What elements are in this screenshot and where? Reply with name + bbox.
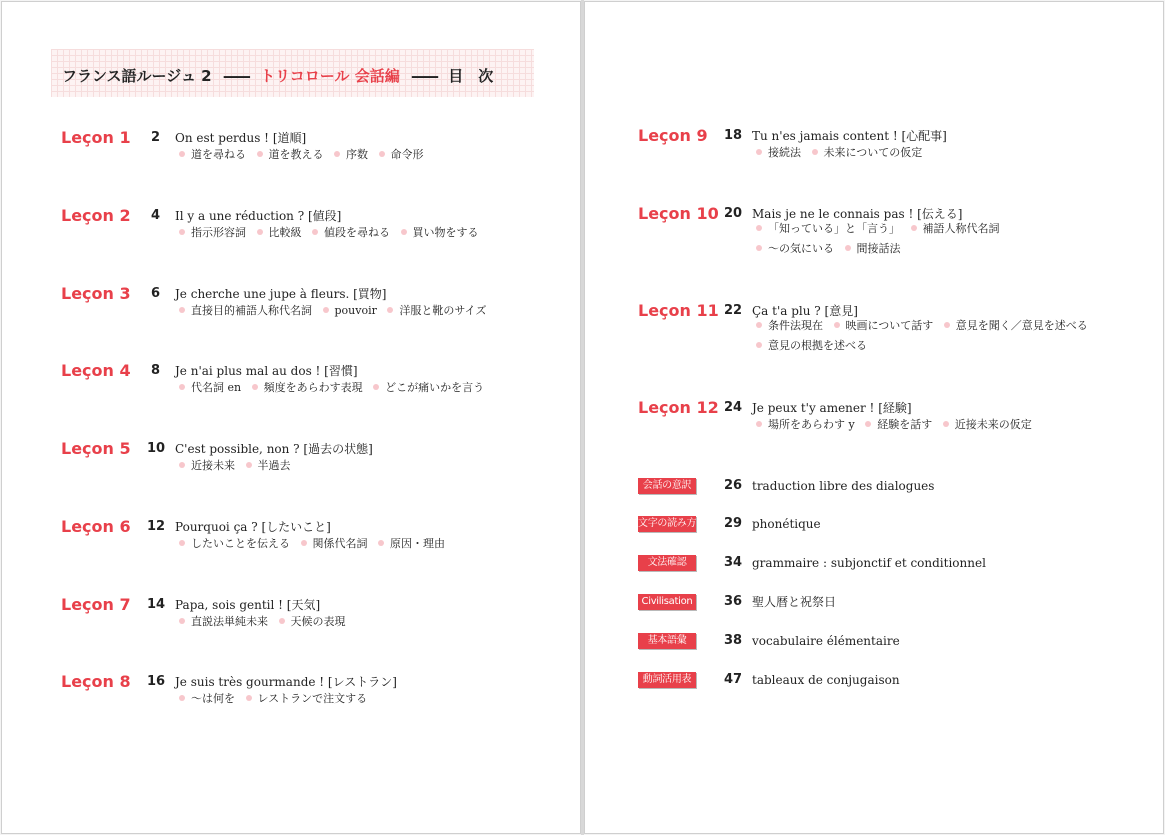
lesson-label: Leçon 1 bbox=[61, 128, 131, 147]
bullet-dot-icon bbox=[756, 421, 762, 427]
bullet-dot-icon bbox=[179, 229, 185, 235]
lesson-label: Leçon 2 bbox=[61, 206, 131, 225]
lesson-page-number: 18 bbox=[724, 128, 743, 143]
bullet-dot-icon bbox=[179, 384, 185, 390]
topic-text: 〜は何を bbox=[191, 692, 235, 705]
appendix-title: phonétique bbox=[752, 517, 821, 531]
bullet-dot-icon bbox=[179, 618, 185, 624]
lesson-label: Leçon 12 bbox=[638, 398, 719, 417]
lesson-title: Je suis très gourmande ! [レストラン] bbox=[175, 675, 397, 689]
topic-text: どこが痛いかを言う bbox=[385, 381, 485, 394]
lesson-title: Je peux t'y amener ! [経験] bbox=[752, 401, 912, 415]
topic-item bbox=[312, 223, 390, 243]
topic-text: 値段を尋ねる bbox=[324, 226, 390, 239]
appendix-page-number: 29 bbox=[724, 516, 743, 531]
lesson-page-number: 12 bbox=[147, 519, 166, 534]
bullet-dot-icon bbox=[323, 307, 329, 313]
topic-item bbox=[246, 456, 291, 476]
bullet-dot-icon bbox=[834, 322, 840, 328]
bullet-dot-icon bbox=[246, 462, 252, 468]
bullet-dot-icon bbox=[812, 149, 818, 155]
topic-text: 間接話法 bbox=[856, 242, 901, 255]
topic-item bbox=[179, 612, 268, 632]
lesson-label: Leçon 8 bbox=[61, 672, 131, 691]
header-subtitle: トリコロール 会話編 bbox=[260, 67, 400, 85]
appendix-page-number: 36 bbox=[724, 594, 743, 609]
topic-text: 半過去 bbox=[257, 459, 291, 472]
bullet-dot-icon bbox=[845, 245, 851, 251]
topic-text: 関係代名詞 bbox=[312, 537, 368, 550]
topic-text: 未来についての仮定 bbox=[823, 146, 923, 159]
left-page bbox=[1, 1, 581, 834]
lesson-title: Tu n'es jamais content ! [心配事] bbox=[752, 129, 947, 143]
topic-text: 意見を聞く／意見を述べる bbox=[955, 319, 1088, 332]
topic-item bbox=[179, 223, 246, 243]
bullet-dot-icon bbox=[756, 322, 762, 328]
topic-item bbox=[379, 145, 424, 165]
lesson-title: On est perdus ! [道順] bbox=[175, 131, 307, 145]
lesson-topics bbox=[179, 456, 298, 476]
topic-text: 意見の根拠を述べる bbox=[768, 339, 867, 352]
lesson-topics bbox=[179, 378, 491, 398]
topic-item bbox=[279, 612, 346, 632]
bullet-dot-icon bbox=[279, 618, 285, 624]
topic-text: 代名詞 en bbox=[191, 381, 242, 394]
bullet-dot-icon bbox=[943, 421, 949, 427]
lesson-topics bbox=[179, 689, 374, 709]
topic-text: 映画について話す bbox=[845, 319, 934, 332]
topic-item bbox=[179, 145, 246, 165]
topic-item bbox=[845, 239, 901, 259]
bullet-dot-icon bbox=[246, 695, 252, 701]
topic-item bbox=[179, 689, 235, 709]
appendix-title: vocabulaire élémentaire bbox=[752, 634, 900, 648]
appendix-title: traduction libre des dialogues bbox=[752, 479, 935, 493]
lesson-page-number: 6 bbox=[151, 286, 161, 301]
header-dash-2: —— bbox=[410, 67, 437, 85]
bullet-dot-icon bbox=[379, 151, 385, 157]
lesson-title: Ça t'a plu ? [意見] bbox=[752, 304, 858, 318]
topic-item bbox=[756, 336, 867, 356]
bullet-dot-icon bbox=[179, 462, 185, 468]
lesson-label: Leçon 3 bbox=[61, 284, 131, 303]
topic-item bbox=[944, 316, 1088, 336]
lesson-label: Leçon 9 bbox=[638, 126, 708, 145]
lesson-topics-line-2 bbox=[756, 336, 874, 356]
bullet-dot-icon bbox=[944, 322, 950, 328]
topic-item bbox=[401, 223, 479, 243]
lesson-title: Il y a une réduction ? [値段] bbox=[175, 209, 342, 223]
topic-text: 比較級 bbox=[268, 226, 302, 239]
lesson-title: Je n'ai plus mal au dos ! [習慣] bbox=[175, 364, 358, 378]
topic-text: 序数 bbox=[346, 148, 368, 161]
bullet-dot-icon bbox=[179, 151, 185, 157]
topic-text: レストランで注文する bbox=[257, 692, 368, 705]
topic-text: 道を尋ねる bbox=[191, 148, 246, 161]
topic-text: 原因・理由 bbox=[390, 537, 445, 550]
bullet-dot-icon bbox=[865, 421, 871, 427]
bullet-dot-icon bbox=[257, 151, 263, 157]
bullet-dot-icon bbox=[179, 695, 185, 701]
lesson-page-number: 8 bbox=[151, 363, 161, 378]
topic-item bbox=[179, 378, 241, 398]
lesson-title: C'est possible, non ? [過去の状態] bbox=[175, 442, 373, 456]
topic-text: 指示形容詞 bbox=[191, 226, 246, 239]
bullet-dot-icon bbox=[373, 384, 379, 390]
bullet-dot-icon bbox=[401, 229, 407, 235]
topic-item bbox=[301, 534, 368, 554]
lesson-topics bbox=[179, 223, 486, 243]
topic-item bbox=[378, 534, 445, 554]
topic-text: 直説法単純未来 bbox=[191, 615, 268, 628]
topic-text: 〜の気にいる bbox=[768, 242, 834, 255]
topic-item bbox=[943, 415, 1032, 435]
contents-header bbox=[51, 49, 534, 97]
lesson-topics bbox=[756, 219, 1007, 239]
lesson-title: Mais je ne le connais pas ! [伝える] bbox=[752, 207, 963, 221]
appendix-badge: 基本語彙 bbox=[638, 633, 696, 649]
topic-item bbox=[756, 219, 900, 239]
topic-item bbox=[911, 219, 1000, 239]
bullet-dot-icon bbox=[179, 540, 185, 546]
appendix-title: grammaire : subjonctif et conditionnel bbox=[752, 556, 986, 570]
appendix-page-number: 47 bbox=[724, 672, 743, 687]
lesson-topics-line-2 bbox=[756, 239, 908, 259]
appendix-title: 聖人暦と祝祭日 bbox=[752, 595, 837, 609]
topic-item bbox=[323, 301, 377, 321]
lesson-topics bbox=[756, 316, 1095, 336]
topic-text: 接続法 bbox=[768, 146, 801, 159]
topic-item bbox=[756, 415, 855, 435]
topic-item bbox=[179, 534, 290, 554]
appendix-title: tableaux de conjugaison bbox=[752, 673, 900, 687]
topic-text: 条件法現在 bbox=[768, 319, 823, 332]
topic-text: したいことを伝える bbox=[191, 537, 290, 550]
topic-text: 「知っている」と「言う」 bbox=[768, 222, 900, 235]
lesson-title: Je cherche une jupe à fleurs. [買物] bbox=[175, 287, 387, 301]
topic-item bbox=[373, 378, 484, 398]
bullet-dot-icon bbox=[378, 540, 384, 546]
topic-item bbox=[756, 143, 801, 163]
bullet-dot-icon bbox=[312, 229, 318, 235]
lesson-title: Papa, sois gentil ! [天気] bbox=[175, 598, 321, 612]
topic-item bbox=[179, 456, 235, 476]
topic-item bbox=[756, 239, 834, 259]
bullet-dot-icon bbox=[257, 229, 263, 235]
topic-text: 近接未来 bbox=[191, 459, 235, 472]
topic-text: 買い物をする bbox=[412, 226, 479, 239]
topic-item bbox=[865, 415, 932, 435]
appendix-badge: 文字の読み方 bbox=[638, 516, 696, 532]
topic-item bbox=[252, 378, 363, 398]
lesson-topics bbox=[179, 534, 452, 554]
topic-item bbox=[257, 145, 324, 165]
lesson-page-number: 22 bbox=[724, 303, 743, 318]
lesson-topics bbox=[179, 301, 494, 321]
lesson-page-number: 14 bbox=[147, 597, 166, 612]
lesson-page-number: 20 bbox=[724, 206, 743, 221]
topic-text: 経験を話す bbox=[877, 418, 933, 431]
appendix-page-number: 38 bbox=[724, 633, 743, 648]
lesson-label: Leçon 11 bbox=[638, 301, 719, 320]
lesson-page-number: 24 bbox=[724, 400, 743, 415]
topic-item bbox=[257, 223, 302, 243]
topic-item bbox=[834, 316, 934, 336]
bullet-dot-icon bbox=[252, 384, 258, 390]
appendix-badge: Civilisation bbox=[638, 594, 696, 610]
bullet-dot-icon bbox=[301, 540, 307, 546]
lesson-page-number: 16 bbox=[147, 674, 166, 689]
bullet-dot-icon bbox=[756, 225, 762, 231]
topic-item bbox=[812, 143, 923, 163]
appendix-badge: 動詞活用表 bbox=[638, 672, 696, 688]
topic-text: 洋服と靴のサイズ bbox=[399, 304, 487, 317]
appendix-page-number: 26 bbox=[724, 478, 743, 493]
bullet-dot-icon bbox=[179, 307, 185, 313]
lesson-page-number: 10 bbox=[147, 441, 166, 456]
bullet-dot-icon bbox=[387, 307, 393, 313]
header-book-title: フランス語ルージュ 2 bbox=[62, 67, 212, 85]
lesson-topics bbox=[179, 145, 431, 165]
topic-item bbox=[756, 316, 823, 336]
lesson-topics bbox=[179, 612, 353, 632]
header-dash-1: —— bbox=[222, 67, 249, 85]
topic-text: 道を教える bbox=[268, 148, 324, 161]
header-contents-label: 目 次 bbox=[448, 67, 494, 85]
topic-text: 場所をあらわす y bbox=[768, 418, 855, 431]
lesson-topics bbox=[756, 143, 929, 163]
lesson-label: Leçon 4 bbox=[61, 361, 131, 380]
lesson-title: Pourquoi ça ? [したいこと] bbox=[175, 520, 331, 534]
topic-text: 天候の表現 bbox=[290, 615, 346, 628]
topic-item bbox=[179, 301, 312, 321]
topic-text: 補語人称代名詞 bbox=[922, 222, 1000, 235]
lesson-label: Leçon 6 bbox=[61, 517, 131, 536]
bullet-dot-icon bbox=[756, 245, 762, 251]
lesson-page-number: 4 bbox=[151, 208, 161, 223]
topic-text: 頻度をあらわす表現 bbox=[263, 381, 363, 394]
lesson-label: Leçon 5 bbox=[61, 439, 131, 458]
topic-item bbox=[334, 145, 368, 165]
topic-text: 近接未来の仮定 bbox=[954, 418, 1032, 431]
appendix-page-number: 34 bbox=[724, 555, 743, 570]
bullet-dot-icon bbox=[756, 149, 762, 155]
bullet-dot-icon bbox=[756, 342, 762, 348]
topic-item bbox=[246, 689, 368, 709]
lesson-label: Leçon 10 bbox=[638, 204, 719, 223]
topic-text: 命令形 bbox=[390, 148, 424, 161]
bullet-dot-icon bbox=[911, 225, 917, 231]
appendix-badge: 文法確認 bbox=[638, 555, 696, 571]
lesson-topics bbox=[756, 415, 1039, 435]
topic-text: 直接目的補語人称代名詞 bbox=[191, 304, 312, 317]
lesson-page-number: 2 bbox=[151, 130, 161, 145]
appendix-badge: 会話の意訳 bbox=[638, 478, 696, 494]
bullet-dot-icon bbox=[334, 151, 340, 157]
topic-item bbox=[387, 301, 486, 321]
lesson-label: Leçon 7 bbox=[61, 595, 131, 614]
topic-text: pouvoir bbox=[334, 304, 377, 317]
